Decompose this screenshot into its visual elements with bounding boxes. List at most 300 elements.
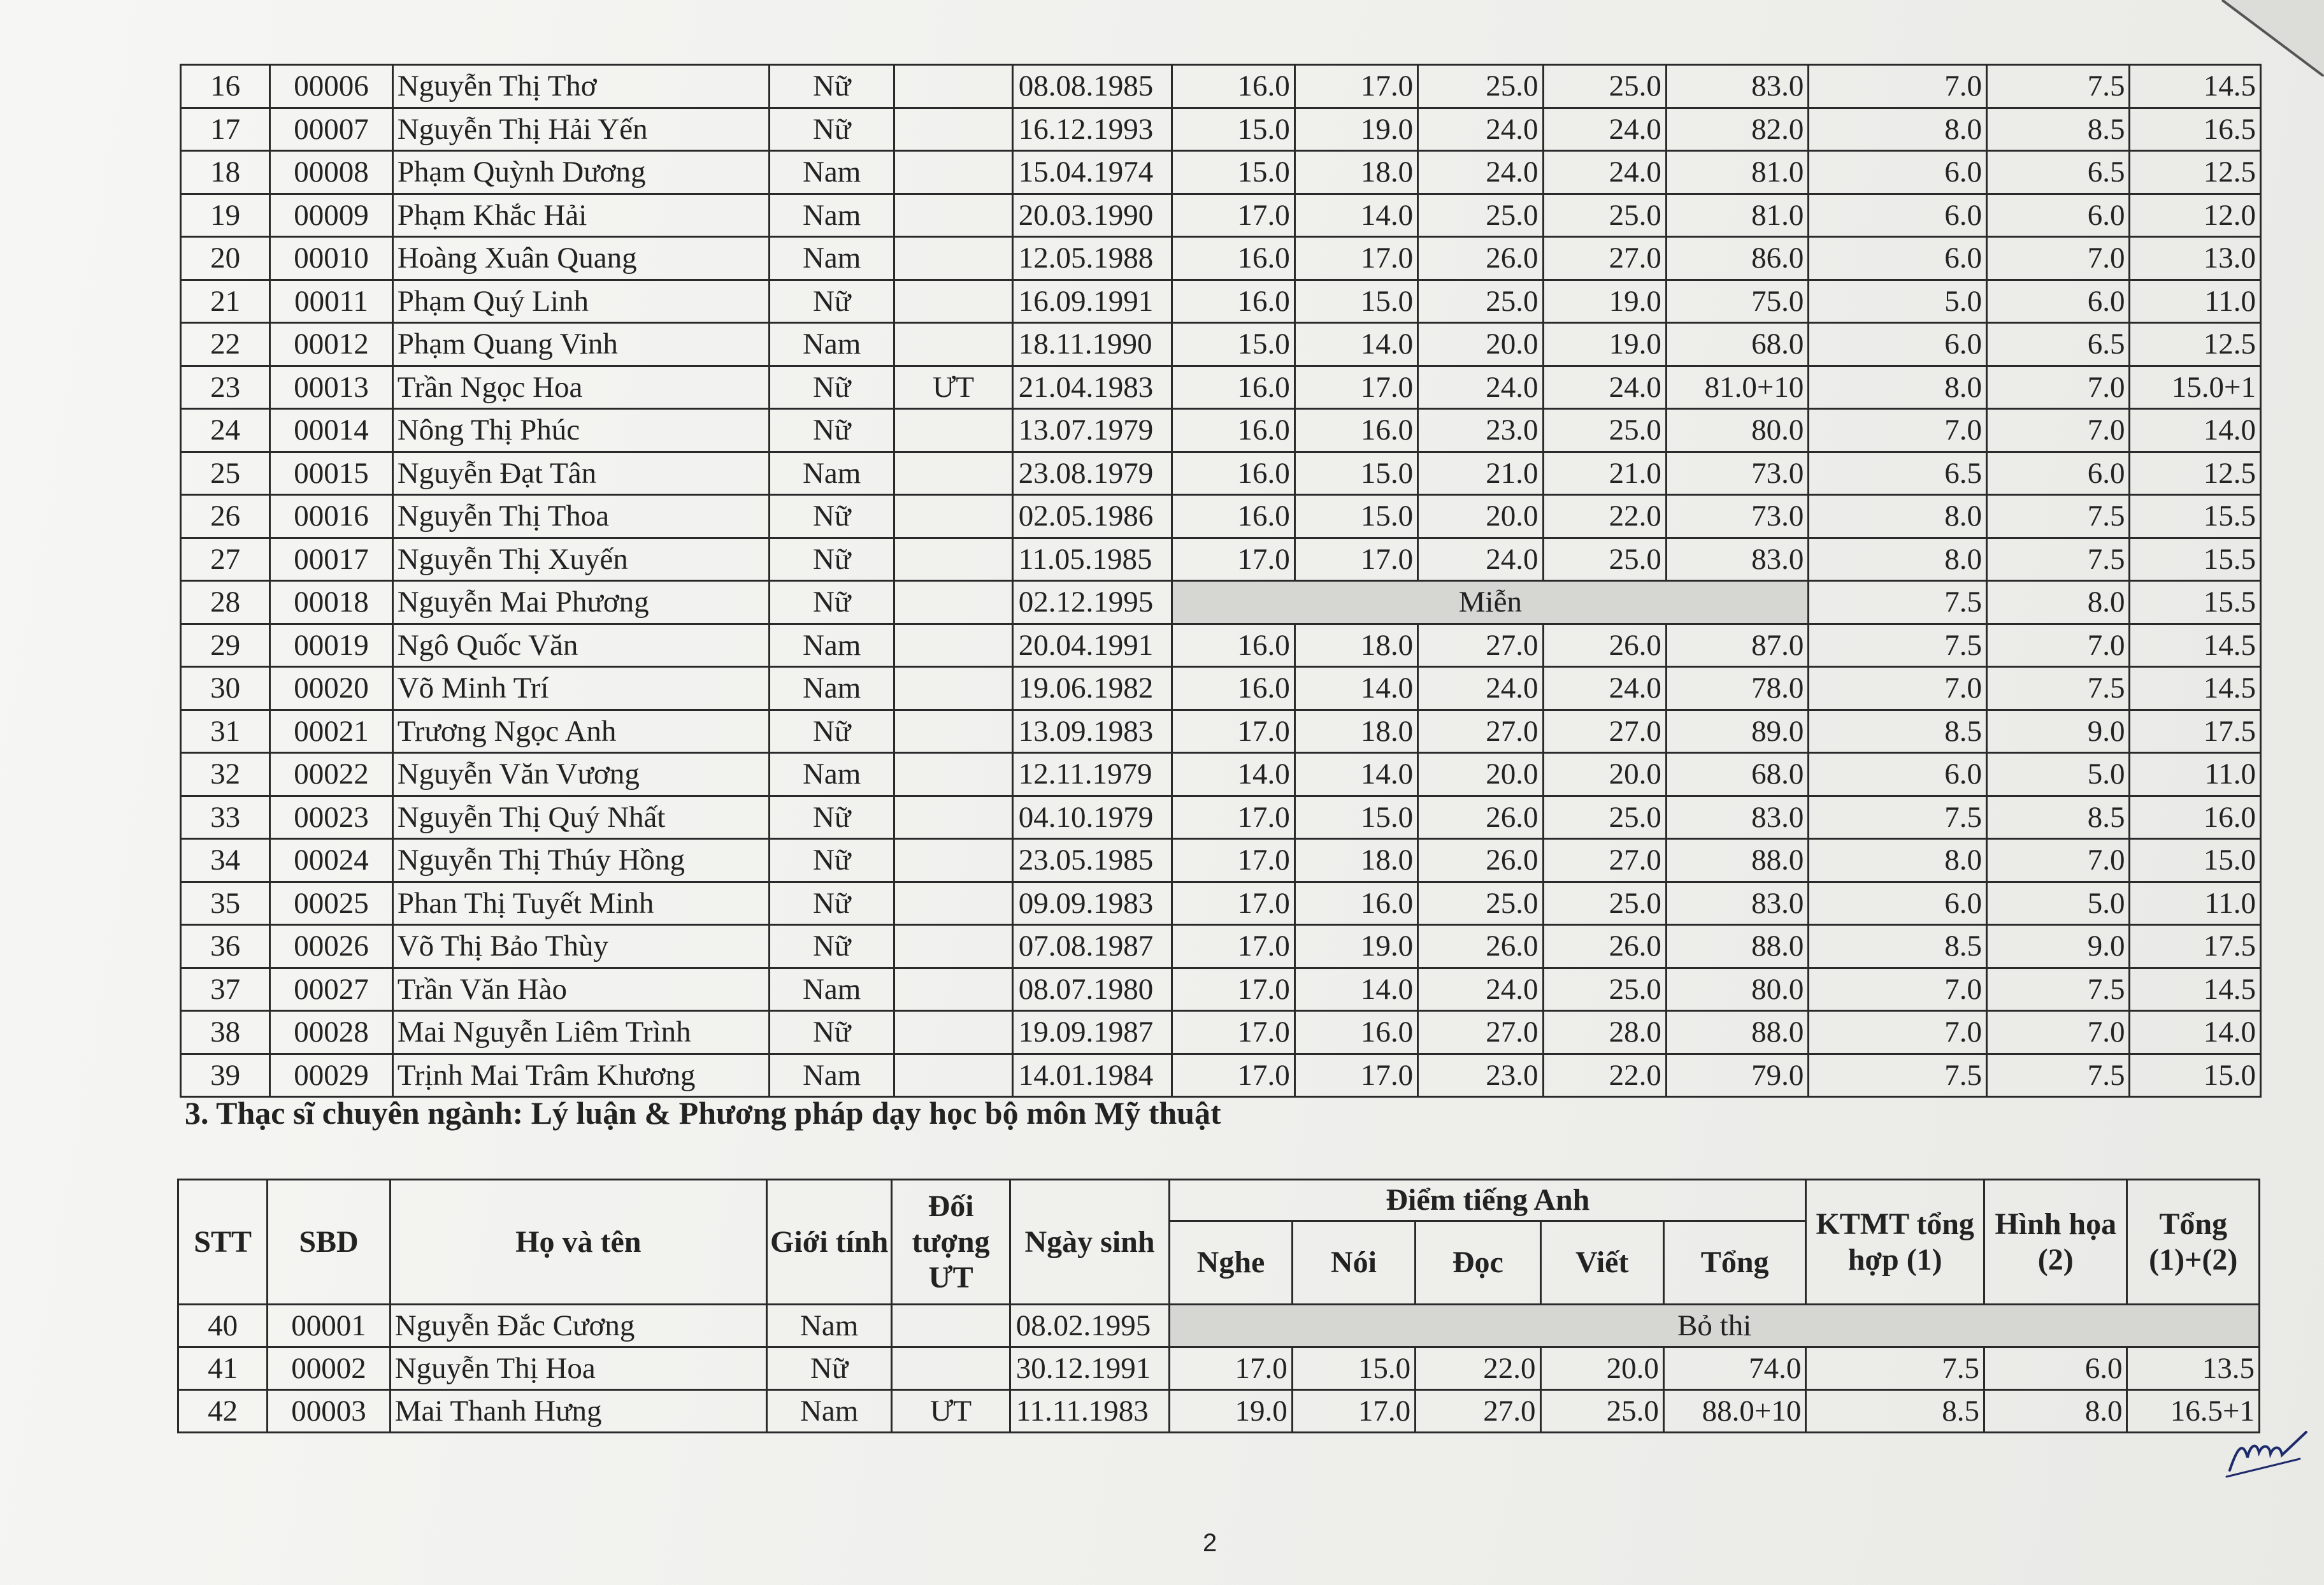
cell-total: 14.0 xyxy=(2130,1011,2261,1054)
header-nghe: Nghe xyxy=(1170,1221,1292,1305)
table-row xyxy=(181,624,2261,667)
cell-doc: 27.0 xyxy=(1418,710,1543,753)
cell-hinh: 6.0 xyxy=(1984,1347,2127,1390)
cell-tong: 74.0 xyxy=(1663,1347,1805,1390)
cell-nghe: 16.0 xyxy=(1172,409,1295,452)
cell-sex: Nữ xyxy=(769,108,894,151)
table-row xyxy=(181,1011,2261,1054)
cell-sbd: 00003 xyxy=(268,1390,390,1433)
cell-tong: 80.0 xyxy=(1666,409,1808,452)
cell-dob: 20.04.1991 xyxy=(1012,624,1172,667)
cell-stt: 22 xyxy=(181,323,270,366)
table-row xyxy=(181,839,2261,882)
cell-sbd: 00018 xyxy=(270,581,392,624)
cell-dob: 02.05.1986 xyxy=(1012,495,1172,538)
cell-viet: 19.0 xyxy=(1543,280,1666,323)
cell-ktmt: 7.0 xyxy=(1809,409,1987,452)
cell-ut xyxy=(894,1011,1012,1054)
cell-ut xyxy=(894,667,1012,710)
cell-viet: 25.0 xyxy=(1543,65,1666,108)
cell-tong: 73.0 xyxy=(1666,452,1808,495)
header-hinh: Hình họa (2) xyxy=(1984,1180,2127,1305)
cell-tong: 81.0 xyxy=(1666,151,1808,194)
cell-total: 15.0 xyxy=(2130,1054,2261,1097)
cell-noi: 15.0 xyxy=(1292,1347,1415,1390)
cell-viet: 27.0 xyxy=(1543,237,1666,280)
cell-viet: 26.0 xyxy=(1543,925,1666,968)
cell-noi: 19.0 xyxy=(1295,108,1417,151)
table-row xyxy=(181,538,2261,581)
cell-sex: Nam xyxy=(769,323,894,366)
cell-doc: 25.0 xyxy=(1418,65,1543,108)
cell-sbd: 00025 xyxy=(270,882,392,925)
cell-viet: 20.0 xyxy=(1540,1347,1663,1390)
cell-nghe: 15.0 xyxy=(1172,323,1295,366)
cell-sex: Nữ xyxy=(769,710,894,753)
cell-tong: 88.0 xyxy=(1666,1011,1808,1054)
cell-sex: Nữ xyxy=(769,796,894,839)
cell-name: Nguyễn Thị Thoa xyxy=(392,495,769,538)
cell-nghe: 16.0 xyxy=(1172,667,1295,710)
table-row xyxy=(181,667,2261,710)
cell-dob: 02.12.1995 xyxy=(1012,581,1172,624)
cell-sbd: 00006 xyxy=(270,65,392,108)
table-row xyxy=(181,237,2261,280)
cell-sex: Nữ xyxy=(769,65,894,108)
cell-doc: 26.0 xyxy=(1418,839,1543,882)
table-row xyxy=(181,495,2261,538)
cell-name: Võ Thị Bảo Thùy xyxy=(392,925,769,968)
cell-doc: 23.0 xyxy=(1418,1054,1543,1097)
cell-ut xyxy=(894,753,1012,796)
cell-noi: 16.0 xyxy=(1295,1011,1417,1054)
cell-dob: 04.10.1979 xyxy=(1012,796,1172,839)
cell-dob: 12.11.1979 xyxy=(1012,753,1172,796)
cell-noi: 16.0 xyxy=(1295,882,1417,925)
cell-nghe: 17.0 xyxy=(1172,796,1295,839)
cell-ut xyxy=(894,409,1012,452)
cell-ut xyxy=(894,581,1012,624)
header-doc: Đọc xyxy=(1416,1221,1540,1305)
cell-ktmt: 7.0 xyxy=(1809,968,1987,1011)
cell-sex: Nữ xyxy=(769,495,894,538)
cell-viet: 25.0 xyxy=(1543,409,1666,452)
cell-sbd: 00009 xyxy=(270,194,392,237)
cell-doc: 27.0 xyxy=(1418,624,1543,667)
header-dob: Ngày sinh xyxy=(1010,1180,1170,1305)
cell-doc: 24.0 xyxy=(1418,366,1543,409)
cell-tong: 81.0+10 xyxy=(1666,366,1808,409)
cell-sbd: 00021 xyxy=(270,710,392,753)
cell-dob: 16.09.1991 xyxy=(1012,280,1172,323)
cell-total: 13.0 xyxy=(2130,237,2261,280)
cell-doc: 20.0 xyxy=(1418,495,1543,538)
cell-name: Nguyễn Thị Xuyến xyxy=(392,538,769,581)
cell-ktmt: 6.0 xyxy=(1809,151,1987,194)
cell-viet: 21.0 xyxy=(1543,452,1666,495)
cell-nghe: 17.0 xyxy=(1172,882,1295,925)
cell-sbd: 00002 xyxy=(268,1347,390,1390)
cell-hinh: 7.0 xyxy=(1986,237,2129,280)
cell-doc: 24.0 xyxy=(1418,968,1543,1011)
cell-doc: 21.0 xyxy=(1418,452,1543,495)
cell-sbd: 00022 xyxy=(270,753,392,796)
cell-viet: 25.0 xyxy=(1543,194,1666,237)
table-row xyxy=(181,409,2261,452)
cell-stt: 24 xyxy=(181,409,270,452)
cell-ktmt: 6.0 xyxy=(1809,882,1987,925)
cell-name: Phạm Khắc Hải xyxy=(392,194,769,237)
cell-ktmt: 6.0 xyxy=(1809,323,1987,366)
cell-tong: 89.0 xyxy=(1666,710,1808,753)
cell-stt: 20 xyxy=(181,237,270,280)
cell-sex: Nữ xyxy=(769,581,894,624)
header-name: Họ và tên xyxy=(390,1180,766,1305)
cell-ktmt: 7.5 xyxy=(1809,581,1987,624)
header-row xyxy=(178,1180,2260,1221)
cell-ut xyxy=(892,1347,1010,1390)
cell-tong: 87.0 xyxy=(1666,624,1808,667)
cell-dob: 18.11.1990 xyxy=(1012,323,1172,366)
cell-hinh: 5.0 xyxy=(1986,882,2129,925)
cell-name: Trương Ngọc Anh xyxy=(392,710,769,753)
cell-stt: 31 xyxy=(181,710,270,753)
cell-sbd: 00024 xyxy=(270,839,392,882)
cell-viet: 27.0 xyxy=(1543,839,1666,882)
cell-ut xyxy=(892,1305,1010,1347)
cell-noi: 14.0 xyxy=(1295,194,1417,237)
cell-viet: 24.0 xyxy=(1543,151,1666,194)
cell-nghe: 14.0 xyxy=(1172,753,1295,796)
cell-viet: 22.0 xyxy=(1543,495,1666,538)
cell-name: Nguyễn Đắc Cương xyxy=(390,1305,766,1347)
cell-stt: 26 xyxy=(181,495,270,538)
cell-sbd: 00015 xyxy=(270,452,392,495)
cell-name: Phan Thị Tuyết Minh xyxy=(392,882,769,925)
cell-sex: Nữ xyxy=(769,280,894,323)
cell-ktmt: 7.5 xyxy=(1809,624,1987,667)
header-viet: Viết xyxy=(1540,1221,1663,1305)
cell-noi: 15.0 xyxy=(1295,452,1417,495)
cell-ktmt: 8.5 xyxy=(1806,1390,1984,1433)
cell-ut xyxy=(894,151,1012,194)
cell-ktmt: 7.5 xyxy=(1806,1347,1984,1390)
cell-dob: 07.08.1987 xyxy=(1012,925,1172,968)
cell-doc: 27.0 xyxy=(1418,1011,1543,1054)
cell-stt: 39 xyxy=(181,1054,270,1097)
table-row xyxy=(178,1305,2260,1347)
cell-ktmt: 8.0 xyxy=(1809,366,1987,409)
cell-sex: Nam xyxy=(769,753,894,796)
table-row xyxy=(181,452,2261,495)
cell-ktmt: 7.0 xyxy=(1809,1011,1987,1054)
cell-total: 16.5+1 xyxy=(2127,1390,2260,1433)
cell-ut xyxy=(894,108,1012,151)
cell-ktmt: 5.0 xyxy=(1809,280,1987,323)
cell-stt: 25 xyxy=(181,452,270,495)
cell-stt: 21 xyxy=(181,280,270,323)
cell-hinh: 6.5 xyxy=(1986,323,2129,366)
cell-ut xyxy=(894,882,1012,925)
cell-tong: 88.0 xyxy=(1666,925,1808,968)
cell-sbd: 00029 xyxy=(270,1054,392,1097)
cell-total: 14.5 xyxy=(2130,667,2261,710)
cell-viet: 26.0 xyxy=(1543,624,1666,667)
scores-table-body xyxy=(181,65,2261,1097)
cell-sex: Nữ xyxy=(769,925,894,968)
cell-noi: 17.0 xyxy=(1295,1054,1417,1097)
cell-total: 15.5 xyxy=(2130,495,2261,538)
cell-sbd: 00016 xyxy=(270,495,392,538)
cell-tong: 73.0 xyxy=(1666,495,1808,538)
cell-tong: 79.0 xyxy=(1666,1054,1808,1097)
cell-stt: 23 xyxy=(181,366,270,409)
cell-ktmt: 8.0 xyxy=(1809,495,1987,538)
cell-hinh: 7.5 xyxy=(1986,968,2129,1011)
cell-ut xyxy=(894,796,1012,839)
header-sbd: SBD xyxy=(268,1180,390,1305)
cell-name: Phạm Quang Vinh xyxy=(392,323,769,366)
cell-sex: Nam xyxy=(769,968,894,1011)
cell-hinh: 7.5 xyxy=(1986,1054,2129,1097)
cell-name: Phạm Quý Linh xyxy=(392,280,769,323)
cell-tong: 68.0 xyxy=(1666,753,1808,796)
cell-sbd: 00023 xyxy=(270,796,392,839)
cell-dob: 20.03.1990 xyxy=(1012,194,1172,237)
cell-nghe: 17.0 xyxy=(1172,839,1295,882)
header-ktmt: KTMT tổng hợp (1) xyxy=(1806,1180,1984,1305)
cell-hinh: 8.5 xyxy=(1986,796,2129,839)
cell-hinh: 7.0 xyxy=(1986,624,2129,667)
table-row xyxy=(181,882,2261,925)
cell-noi: 15.0 xyxy=(1295,495,1417,538)
cell-hinh: 7.0 xyxy=(1986,1011,2129,1054)
cell-stt: 17 xyxy=(181,108,270,151)
cell-ut xyxy=(894,452,1012,495)
cell-sbd: 00017 xyxy=(270,538,392,581)
cell-sex: Nữ xyxy=(769,409,894,452)
cell-tong: 83.0 xyxy=(1666,538,1808,581)
cell-total: 12.5 xyxy=(2130,323,2261,366)
cell-name: Trần Văn Hào xyxy=(392,968,769,1011)
cell-total: 16.5 xyxy=(2130,108,2261,151)
cell-dob: 16.12.1993 xyxy=(1012,108,1172,151)
cell-total: 15.0 xyxy=(2130,839,2261,882)
cell-nghe: 17.0 xyxy=(1172,1054,1295,1097)
cell-total: 14.5 xyxy=(2130,65,2261,108)
cell-stt: 32 xyxy=(181,753,270,796)
cell-doc: 23.0 xyxy=(1418,409,1543,452)
cell-total: 17.5 xyxy=(2130,710,2261,753)
cell-nghe: 15.0 xyxy=(1172,151,1295,194)
cell-doc: 26.0 xyxy=(1418,237,1543,280)
cell-nghe: 17.0 xyxy=(1172,194,1295,237)
cell-ut xyxy=(894,839,1012,882)
cell-sbd: 00011 xyxy=(270,280,392,323)
cell-ut: ƯT xyxy=(892,1390,1010,1433)
cell-sbd: 00027 xyxy=(270,968,392,1011)
cell-name: Nguyễn Thị Thúy Hồng xyxy=(392,839,769,882)
cell-viet: 28.0 xyxy=(1543,1011,1666,1054)
cell-nghe: 17.0 xyxy=(1170,1347,1292,1390)
cell-sbd: 00013 xyxy=(270,366,392,409)
cell-sex: Nam xyxy=(769,151,894,194)
cell-nghe: 16.0 xyxy=(1172,366,1295,409)
cell-viet: 19.0 xyxy=(1543,323,1666,366)
cell-stt: 40 xyxy=(178,1305,268,1347)
cell-noi: 18.0 xyxy=(1295,151,1417,194)
cell-noi: 18.0 xyxy=(1295,710,1417,753)
cell-total: 12.5 xyxy=(2130,452,2261,495)
cell-doc: 26.0 xyxy=(1418,925,1543,968)
cell-viet: 25.0 xyxy=(1543,882,1666,925)
cell-dob: 21.04.1983 xyxy=(1012,366,1172,409)
cell-tong: 88.0+10 xyxy=(1663,1390,1805,1433)
table-row xyxy=(181,108,2261,151)
cell-tong: 78.0 xyxy=(1666,667,1808,710)
cell-sex: Nam xyxy=(766,1390,891,1433)
cell-dob: 19.09.1987 xyxy=(1012,1011,1172,1054)
table-row xyxy=(181,710,2261,753)
cell-ktmt: 8.0 xyxy=(1809,108,1987,151)
cell-noi: 15.0 xyxy=(1295,796,1417,839)
cell-viet: 25.0 xyxy=(1540,1390,1663,1433)
cell-dob: 23.08.1979 xyxy=(1012,452,1172,495)
cell-doc: 22.0 xyxy=(1416,1347,1540,1390)
table-row xyxy=(181,968,2261,1011)
cell-ktmt: 7.5 xyxy=(1809,1054,1987,1097)
cell-viet: 25.0 xyxy=(1543,968,1666,1011)
cell-doc: 24.0 xyxy=(1418,667,1543,710)
cell-stt: 35 xyxy=(181,882,270,925)
cell-viet: 20.0 xyxy=(1543,753,1666,796)
header-english: Điểm tiếng Anh xyxy=(1170,1180,1806,1221)
cell-hinh: 6.0 xyxy=(1986,280,2129,323)
cell-viet: 25.0 xyxy=(1543,796,1666,839)
cell-hinh: 7.5 xyxy=(1986,667,2129,710)
cell-ut: ƯT xyxy=(894,366,1012,409)
cell-stt: 30 xyxy=(181,667,270,710)
cell-ut xyxy=(894,538,1012,581)
cell-nghe: 17.0 xyxy=(1172,925,1295,968)
cell-doc: 25.0 xyxy=(1418,280,1543,323)
cell-tong: 83.0 xyxy=(1666,796,1808,839)
cell-stt: 34 xyxy=(181,839,270,882)
cell-ktmt: 7.5 xyxy=(1809,796,1987,839)
cell-sex: Nam xyxy=(769,452,894,495)
cell-nghe: 16.0 xyxy=(1172,280,1295,323)
cell-ktmt: 8.0 xyxy=(1809,538,1987,581)
cell-stt: 29 xyxy=(181,624,270,667)
cell-ut xyxy=(894,925,1012,968)
cell-noi: 17.0 xyxy=(1292,1390,1415,1433)
cell-stt: 27 xyxy=(181,538,270,581)
cell-stt: 41 xyxy=(178,1347,268,1390)
cell-noi: 14.0 xyxy=(1295,968,1417,1011)
cell-name: Nguyễn Thị Hải Yến xyxy=(392,108,769,151)
cell-doc: 27.0 xyxy=(1416,1390,1540,1433)
cell-noi: 17.0 xyxy=(1295,366,1417,409)
cell-total: 17.5 xyxy=(2130,925,2261,968)
cell-tong: 86.0 xyxy=(1666,237,1808,280)
cell-stt: 42 xyxy=(178,1390,268,1433)
cell-name: Nguyễn Thị Thơ xyxy=(392,65,769,108)
cell-hinh: 5.0 xyxy=(1986,753,2129,796)
table-row xyxy=(178,1347,2260,1390)
cell-dob: 15.04.1974 xyxy=(1012,151,1172,194)
cell-sex: Nữ xyxy=(769,366,894,409)
cell-dob: 13.09.1983 xyxy=(1012,710,1172,753)
cell-total: 15.5 xyxy=(2130,538,2261,581)
cell-hinh: 8.0 xyxy=(1984,1390,2127,1433)
cell-tong: 68.0 xyxy=(1666,323,1808,366)
cell-sbd: 00028 xyxy=(270,1011,392,1054)
cell-ut xyxy=(894,280,1012,323)
cell-doc: 26.0 xyxy=(1418,796,1543,839)
cell-total: 11.0 xyxy=(2130,882,2261,925)
cell-ktmt: 8.0 xyxy=(1809,839,1987,882)
cell-hinh: 7.0 xyxy=(1986,409,2129,452)
table-row xyxy=(178,1390,2260,1433)
cell-name: Trịnh Mai Trâm Khương xyxy=(392,1054,769,1097)
cell-ktmt: 6.0 xyxy=(1809,194,1987,237)
cell-tong: 83.0 xyxy=(1666,65,1808,108)
cell-nghe: 17.0 xyxy=(1172,538,1295,581)
cell-hinh: 7.0 xyxy=(1986,366,2129,409)
cell-noi: 17.0 xyxy=(1295,237,1417,280)
cell-nghe: 17.0 xyxy=(1172,968,1295,1011)
cell-name: Võ Minh Trí xyxy=(392,667,769,710)
cell-nghe: 17.0 xyxy=(1172,710,1295,753)
cell-sex: Nữ xyxy=(769,538,894,581)
cell-hinh: 6.0 xyxy=(1986,452,2129,495)
cell-sbd: 00012 xyxy=(270,323,392,366)
cell-sex: Nam xyxy=(769,624,894,667)
table-row xyxy=(181,194,2261,237)
cell-name: Phạm Quỳnh Dương xyxy=(392,151,769,194)
header-tong: Tổng xyxy=(1663,1221,1805,1305)
cell-sex: Nam xyxy=(769,194,894,237)
cell-name: Nguyễn Mai Phương xyxy=(392,581,769,624)
cell-total: 14.5 xyxy=(2130,968,2261,1011)
cell-dob: 30.12.1991 xyxy=(1010,1347,1170,1390)
cell-total: 12.0 xyxy=(2130,194,2261,237)
merged-status-cell: Bỏ thi xyxy=(1170,1305,2260,1347)
cell-nghe: 16.0 xyxy=(1172,65,1295,108)
header-total: Tổng (1)+(2) xyxy=(2127,1180,2260,1305)
table-row xyxy=(181,796,2261,839)
cell-stt: 18 xyxy=(181,151,270,194)
cell-viet: 24.0 xyxy=(1543,108,1666,151)
cell-dob: 13.07.1979 xyxy=(1012,409,1172,452)
cell-hinh: 7.5 xyxy=(1986,495,2129,538)
cell-dob: 11.05.1985 xyxy=(1012,538,1172,581)
cell-ktmt: 6.0 xyxy=(1809,237,1987,280)
cell-noi: 18.0 xyxy=(1295,839,1417,882)
cell-nghe: 16.0 xyxy=(1172,624,1295,667)
cell-sex: Nữ xyxy=(769,1011,894,1054)
cell-sbd: 00007 xyxy=(270,108,392,151)
cell-stt: 38 xyxy=(181,1011,270,1054)
cell-name: Mai Thanh Hưng xyxy=(390,1390,766,1433)
cell-dob: 11.11.1983 xyxy=(1010,1390,1170,1433)
cell-ut xyxy=(894,495,1012,538)
cell-hinh: 9.0 xyxy=(1986,925,2129,968)
cell-hinh: 6.5 xyxy=(1986,151,2129,194)
cell-name: Nông Thị Phúc xyxy=(392,409,769,452)
cell-sex: Nam xyxy=(769,237,894,280)
cell-noi: 19.0 xyxy=(1295,925,1417,968)
